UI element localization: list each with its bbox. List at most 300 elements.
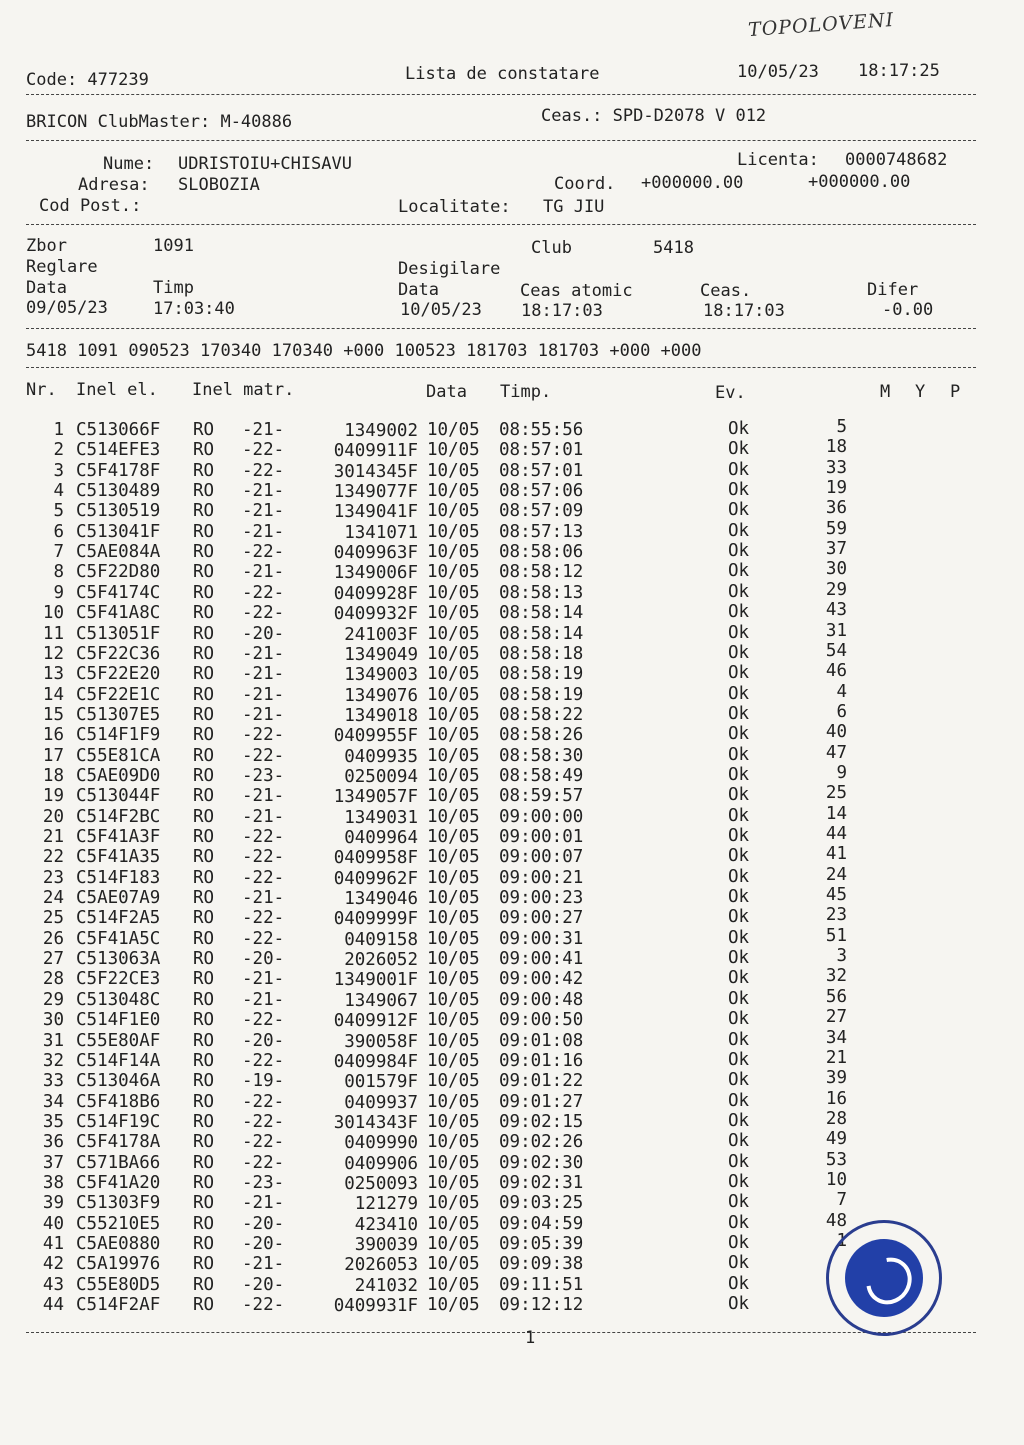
row-c: RO bbox=[193, 1091, 215, 1112]
row-c: RO bbox=[193, 949, 215, 970]
reglare-data: 09/05/23 bbox=[26, 298, 108, 318]
row-d: 10/05 bbox=[427, 562, 480, 583]
row-c: RO bbox=[193, 1213, 215, 1234]
locality-value: TG JIU bbox=[543, 197, 605, 217]
row-y: -20- bbox=[242, 623, 285, 644]
row-ev: Ok bbox=[728, 1049, 750, 1070]
row-y: -23- bbox=[242, 765, 285, 786]
row-c: RO bbox=[193, 1132, 215, 1153]
row-v: 39 bbox=[825, 1068, 847, 1089]
row-ev: Ok bbox=[728, 724, 750, 745]
row-c: RO bbox=[193, 623, 215, 644]
row-t: 09:02:26 bbox=[499, 1132, 584, 1153]
col-y: Y bbox=[915, 382, 926, 402]
row-m: 0409963F bbox=[333, 543, 418, 564]
row-c: RO bbox=[193, 1050, 215, 1071]
row-m: 1349041F bbox=[333, 502, 418, 523]
row-c: RO bbox=[193, 725, 215, 746]
separator bbox=[26, 224, 976, 225]
row-d: 10/05 bbox=[427, 501, 480, 522]
row-c: RO bbox=[193, 1010, 215, 1031]
row-ev: Ok bbox=[728, 1273, 750, 1294]
row-v: 4 bbox=[836, 681, 847, 702]
document-title: Lista de constatare bbox=[405, 64, 600, 84]
row-t: 09:01:08 bbox=[499, 1030, 584, 1051]
stamp-emblem bbox=[845, 1239, 923, 1317]
row-el: C5F22CE3 bbox=[76, 969, 161, 990]
row-c: RO bbox=[193, 1295, 215, 1316]
desigilare-label: Desigilare bbox=[398, 259, 501, 279]
row-m: 0409935 bbox=[344, 746, 418, 767]
row-m: 241032 bbox=[354, 1275, 418, 1296]
row-m: 1349031 bbox=[344, 807, 418, 828]
row-m: 390058F bbox=[344, 1031, 418, 1052]
row-el: C5AE07A9 bbox=[76, 888, 161, 909]
row-v: 5 bbox=[836, 417, 847, 437]
row-nr: 8 bbox=[53, 562, 64, 583]
row-el: C5AE084A bbox=[76, 542, 161, 563]
row-nr: 21 bbox=[42, 827, 64, 847]
row-el: C55E81CA bbox=[76, 745, 161, 766]
row-el: C513041F bbox=[76, 521, 161, 542]
row-nr: 44 bbox=[42, 1295, 64, 1316]
row-d: 10/05 bbox=[427, 1111, 480, 1132]
row-v: 46 bbox=[825, 661, 847, 682]
row-el: C5F4178F bbox=[76, 460, 161, 481]
row-v: 16 bbox=[825, 1088, 847, 1109]
row-d: 10/05 bbox=[427, 643, 480, 664]
row-c: RO bbox=[193, 603, 215, 624]
row-nr: 6 bbox=[53, 521, 64, 542]
row-t: 09:02:15 bbox=[499, 1111, 584, 1132]
row-m: 001579F bbox=[344, 1072, 418, 1093]
row-el: C55210E5 bbox=[76, 1213, 161, 1234]
row-el: C514F2A5 bbox=[76, 908, 161, 929]
row-d: 10/05 bbox=[427, 786, 480, 807]
row-ev: Ok bbox=[728, 480, 750, 501]
row-v: 47 bbox=[825, 742, 847, 763]
row-v: 19 bbox=[825, 478, 847, 499]
row-v: 23 bbox=[825, 905, 847, 926]
row-t: 09:05:39 bbox=[499, 1234, 584, 1254]
separator bbox=[26, 328, 976, 329]
row-nr: 3 bbox=[53, 460, 64, 481]
summary-line: 5418 1091 090523 170340 170340 +000 100523 181703 181703 +000 +000 bbox=[26, 341, 702, 361]
row-y: -21- bbox=[242, 562, 285, 583]
row-y: -22- bbox=[242, 928, 285, 949]
row-m: 0409928F bbox=[333, 583, 418, 604]
pigeon-icon bbox=[857, 1249, 921, 1314]
row-d: 10/05 bbox=[427, 725, 480, 746]
row-t: 09:00:07 bbox=[499, 847, 584, 868]
row-y: -22- bbox=[242, 1010, 285, 1031]
separator bbox=[26, 367, 976, 368]
row-y: -22- bbox=[242, 827, 285, 847]
reglare-timp: 17:03:40 bbox=[153, 299, 235, 319]
row-nr: 17 bbox=[42, 745, 64, 766]
row-el: C5AE0880 bbox=[76, 1234, 161, 1254]
row-t: 08:59:57 bbox=[499, 786, 584, 807]
row-ev: Ok bbox=[728, 500, 750, 521]
row-m: 0409990 bbox=[344, 1133, 418, 1154]
row-t: 08:58:06 bbox=[499, 542, 584, 563]
row-el: C55E80AF bbox=[76, 1030, 161, 1051]
row-c: RO bbox=[193, 969, 215, 990]
row-t: 09:00:27 bbox=[499, 908, 584, 929]
row-d: 10/05 bbox=[427, 1234, 480, 1254]
row-m: 1349006F bbox=[333, 563, 418, 584]
row-d: 10/05 bbox=[427, 542, 480, 563]
zbor-value: 1091 bbox=[153, 236, 194, 256]
row-t: 08:58:19 bbox=[499, 664, 584, 685]
row-m: 2026052 bbox=[344, 950, 418, 971]
row-el: C5A19976 bbox=[76, 1254, 161, 1275]
row-d: 10/05 bbox=[427, 908, 480, 929]
row-nr: 22 bbox=[42, 847, 64, 868]
row-ev: Ok bbox=[728, 866, 750, 887]
row-v: 33 bbox=[825, 457, 847, 478]
row-c: RO bbox=[193, 989, 215, 1010]
row-d: 10/05 bbox=[427, 1295, 480, 1316]
row-m: 1349001F bbox=[333, 970, 418, 991]
row-y: -21- bbox=[242, 989, 285, 1010]
row-ev: Ok bbox=[728, 968, 750, 989]
row-ev: Ok bbox=[728, 1171, 750, 1192]
row-m: 1349067 bbox=[344, 990, 418, 1011]
row-ev: Ok bbox=[728, 988, 750, 1009]
locality-label: Localitate: bbox=[398, 197, 511, 217]
row-d: 10/05 bbox=[427, 582, 480, 603]
row-el: C5F41A3F bbox=[76, 827, 161, 847]
row-nr: 15 bbox=[42, 704, 64, 725]
row-ev: Ok bbox=[728, 1294, 750, 1315]
row-el: C513044F bbox=[76, 786, 161, 807]
row-v: 45 bbox=[825, 885, 847, 906]
row-nr: 5 bbox=[53, 501, 64, 522]
row-nr: 14 bbox=[42, 684, 64, 705]
row-v: 40 bbox=[825, 722, 847, 743]
row-d: 10/05 bbox=[427, 481, 480, 502]
row-ev: Ok bbox=[728, 683, 750, 704]
row-m: 0409911F bbox=[333, 441, 418, 462]
row-ev: Ok bbox=[728, 1192, 750, 1213]
difer-label: Difer bbox=[867, 280, 919, 300]
row-t: 08:58:19 bbox=[499, 684, 584, 705]
row-y: -21- bbox=[242, 806, 285, 827]
row-c: RO bbox=[193, 521, 215, 542]
row-m: 1349077F bbox=[333, 482, 418, 503]
row-d: 10/05 bbox=[427, 989, 480, 1010]
row-ev: Ok bbox=[728, 541, 750, 562]
clock-id: Ceas.: SPD-D2078 V 012 bbox=[541, 106, 767, 126]
col-p: P bbox=[950, 382, 961, 402]
col-timp: Timp. bbox=[500, 382, 552, 402]
row-nr: 2 bbox=[53, 440, 64, 461]
row-m: 0250093 bbox=[344, 1173, 418, 1194]
row-t: 08:58:13 bbox=[499, 582, 584, 603]
row-c: RO bbox=[193, 1152, 215, 1173]
difer-value: -0.00 bbox=[882, 300, 934, 320]
row-v: 25 bbox=[825, 783, 847, 804]
row-c: RO bbox=[193, 1254, 215, 1275]
row-nr: 40 bbox=[42, 1213, 64, 1234]
row-ev: Ok bbox=[728, 459, 750, 480]
row-v: 51 bbox=[825, 925, 847, 946]
row-nr: 10 bbox=[42, 603, 64, 624]
row-t: 09:01:16 bbox=[499, 1050, 584, 1071]
row-m: 1349046 bbox=[344, 889, 418, 910]
row-nr: 29 bbox=[42, 989, 64, 1010]
row-ev: Ok bbox=[728, 663, 750, 684]
row-t: 09:01:27 bbox=[499, 1091, 584, 1112]
row-t: 09:00:00 bbox=[499, 806, 584, 827]
row-t: 09:00:48 bbox=[499, 989, 584, 1010]
row-nr: 35 bbox=[42, 1111, 64, 1132]
row-d: 10/05 bbox=[427, 1050, 480, 1071]
row-y: -20- bbox=[242, 1030, 285, 1051]
row-el: C5F41A35 bbox=[76, 847, 161, 868]
row-d: 10/05 bbox=[427, 1152, 480, 1173]
row-el: C514F1F9 bbox=[76, 725, 161, 746]
row-y: -21- bbox=[242, 501, 285, 522]
row-d: 10/05 bbox=[427, 684, 480, 705]
row-y: -22- bbox=[242, 1111, 285, 1132]
row-el: C5F41A20 bbox=[76, 1172, 161, 1193]
row-nr: 32 bbox=[42, 1050, 64, 1071]
row-c: RO bbox=[193, 765, 215, 786]
row-t: 09:00:23 bbox=[499, 888, 584, 909]
row-ev: Ok bbox=[728, 927, 750, 948]
row-m: 3014345F bbox=[333, 461, 418, 482]
row-c: RO bbox=[193, 562, 215, 583]
row-el: C5130519 bbox=[76, 501, 161, 522]
row-c: RO bbox=[193, 582, 215, 603]
row-nr: 42 bbox=[42, 1254, 64, 1275]
row-ev: Ok bbox=[728, 439, 750, 460]
row-c: RO bbox=[193, 643, 215, 664]
row-el: C5F41A8C bbox=[76, 603, 161, 624]
col-inel-matr: Inel matr. bbox=[192, 380, 295, 400]
system-id: BRICON ClubMaster: M-40886 bbox=[26, 112, 293, 132]
row-y: -21- bbox=[242, 684, 285, 705]
row-m: 241003F bbox=[344, 624, 418, 645]
row-y: -22- bbox=[242, 1050, 285, 1071]
row-y: -22- bbox=[242, 582, 285, 603]
row-y: -20- bbox=[242, 1213, 285, 1234]
row-el: C571BA66 bbox=[76, 1152, 161, 1173]
row-m: 0409158 bbox=[344, 929, 418, 950]
row-el: C51307E5 bbox=[76, 704, 161, 725]
row-el: C5F22E20 bbox=[76, 664, 161, 685]
row-el: C514F2AF bbox=[76, 1295, 161, 1316]
row-y: -22- bbox=[242, 542, 285, 563]
row-t: 09:09:38 bbox=[499, 1254, 584, 1275]
owner-address: SLOBOZIA bbox=[178, 175, 260, 195]
row-y: -21- bbox=[242, 786, 285, 807]
row-v: 36 bbox=[825, 498, 847, 519]
row-v: 28 bbox=[825, 1108, 847, 1129]
row-t: 08:57:06 bbox=[499, 481, 584, 502]
row-v: 24 bbox=[825, 864, 847, 885]
coord-latitude: +000000.00 bbox=[641, 173, 744, 193]
row-v: 27 bbox=[825, 1007, 847, 1028]
page-number: 1 bbox=[525, 1328, 536, 1348]
row-d: 10/05 bbox=[427, 1071, 480, 1092]
row-el: C513063A bbox=[76, 949, 161, 970]
row-nr: 26 bbox=[42, 928, 64, 949]
row-d: 10/05 bbox=[427, 704, 480, 725]
row-m: 0409984F bbox=[333, 1051, 418, 1072]
row-d: 10/05 bbox=[427, 521, 480, 542]
row-v: 43 bbox=[825, 600, 847, 621]
license-label: Licenta: bbox=[737, 150, 819, 170]
row-d: 10/05 bbox=[427, 928, 480, 949]
row-d: 10/05 bbox=[427, 603, 480, 624]
row-c: RO bbox=[193, 806, 215, 827]
row-d: 10/05 bbox=[427, 765, 480, 786]
row-ev: Ok bbox=[728, 419, 750, 439]
row-c: RO bbox=[193, 704, 215, 725]
row-m: 390039 bbox=[354, 1235, 418, 1255]
row-ev: Ok bbox=[728, 703, 750, 724]
row-el: C5F22C36 bbox=[76, 643, 161, 664]
row-ev: Ok bbox=[728, 764, 750, 785]
row-y: -21- bbox=[242, 521, 285, 542]
row-v: 6 bbox=[836, 701, 847, 722]
row-d: 10/05 bbox=[427, 1274, 480, 1295]
row-el: C5F41A5C bbox=[76, 928, 161, 949]
row-nr: 19 bbox=[42, 786, 64, 807]
row-m: 1349003 bbox=[344, 665, 418, 686]
row-t: 09:04:59 bbox=[499, 1213, 584, 1234]
row-d: 10/05 bbox=[427, 420, 480, 440]
row-nr: 23 bbox=[42, 867, 64, 888]
row-d: 10/05 bbox=[427, 1193, 480, 1214]
row-m: 1349049 bbox=[344, 644, 418, 665]
row-d: 10/05 bbox=[427, 745, 480, 766]
row-v: 41 bbox=[825, 844, 847, 865]
row-el: C5F418B6 bbox=[76, 1091, 161, 1112]
row-el: C5F4174C bbox=[76, 582, 161, 603]
col-m: M bbox=[880, 382, 891, 402]
row-t: 08:58:49 bbox=[499, 765, 584, 786]
row-v: 44 bbox=[825, 824, 847, 844]
row-ev: Ok bbox=[728, 744, 750, 765]
row-ev: Ok bbox=[728, 826, 750, 846]
row-v: 30 bbox=[825, 559, 847, 580]
col-data: Data bbox=[426, 382, 467, 402]
row-el: C514F1E0 bbox=[76, 1010, 161, 1031]
row-d: 10/05 bbox=[427, 969, 480, 990]
row-nr: 25 bbox=[42, 908, 64, 929]
row-nr: 28 bbox=[42, 969, 64, 990]
row-c: RO bbox=[193, 908, 215, 929]
row-c: RO bbox=[193, 420, 215, 440]
row-ev: Ok bbox=[728, 561, 750, 582]
row-c: RO bbox=[193, 786, 215, 807]
row-ev: Ok bbox=[728, 1151, 750, 1172]
license-number: 0000748682 bbox=[845, 150, 948, 170]
row-nr: 31 bbox=[42, 1030, 64, 1051]
row-y: -22- bbox=[242, 1295, 285, 1316]
reglare-timp-label: Timp bbox=[153, 278, 194, 298]
row-c: RO bbox=[193, 501, 215, 522]
row-d: 10/05 bbox=[427, 867, 480, 888]
row-nr: 18 bbox=[42, 765, 64, 786]
row-c: RO bbox=[193, 481, 215, 502]
row-v: 48 bbox=[825, 1210, 847, 1231]
row-m: 0409955F bbox=[333, 726, 418, 747]
row-t: 09:12:12 bbox=[499, 1295, 584, 1316]
row-d: 10/05 bbox=[427, 1213, 480, 1234]
row-y: -21- bbox=[242, 1254, 285, 1275]
row-m: 0409958F bbox=[333, 848, 418, 869]
row-t: 08:55:56 bbox=[499, 420, 584, 440]
header-time: 18:17:25 bbox=[858, 61, 940, 81]
row-y: -21- bbox=[242, 643, 285, 664]
row-el: C5AE09D0 bbox=[76, 765, 161, 786]
row-ev: Ok bbox=[728, 602, 750, 623]
row-v: 34 bbox=[825, 1027, 847, 1048]
row-nr: 20 bbox=[42, 806, 64, 827]
row-ev: Ok bbox=[728, 1253, 750, 1274]
row-y: -21- bbox=[242, 969, 285, 990]
row-t: 09:00:50 bbox=[499, 1010, 584, 1031]
row-el: C5F22D80 bbox=[76, 562, 161, 583]
row-el: C513046A bbox=[76, 1071, 161, 1092]
row-ev: Ok bbox=[728, 907, 750, 928]
desig-data-label: Data bbox=[398, 280, 439, 300]
row-y: -21- bbox=[242, 420, 285, 440]
row-nr: 24 bbox=[42, 888, 64, 909]
row-c: RO bbox=[193, 847, 215, 868]
row-y: -22- bbox=[242, 847, 285, 868]
row-t: 08:57:01 bbox=[499, 460, 584, 481]
row-ev: Ok bbox=[728, 642, 750, 663]
row-y: -20- bbox=[242, 1274, 285, 1295]
row-d: 10/05 bbox=[427, 827, 480, 847]
code-label: Code: 477239 bbox=[26, 70, 149, 90]
row-nr: 39 bbox=[42, 1193, 64, 1214]
row-v: 49 bbox=[825, 1129, 847, 1150]
row-c: RO bbox=[193, 1030, 215, 1051]
row-ev: Ok bbox=[728, 622, 750, 643]
row-c: RO bbox=[193, 664, 215, 685]
row-ev: Ok bbox=[728, 581, 750, 602]
reglare-label: Reglare bbox=[26, 257, 98, 277]
row-m: 121279 bbox=[354, 1194, 418, 1215]
row-d: 10/05 bbox=[427, 1172, 480, 1193]
row-nr: 41 bbox=[42, 1234, 64, 1254]
row-c: RO bbox=[193, 867, 215, 888]
row-m: 1341071 bbox=[344, 522, 418, 543]
row-nr: 34 bbox=[42, 1091, 64, 1112]
row-t: 09:00:21 bbox=[499, 867, 584, 888]
row-d: 10/05 bbox=[427, 888, 480, 909]
row-t: 08:57:13 bbox=[499, 521, 584, 542]
club-value: 5418 bbox=[653, 238, 694, 258]
desig-ceas: 18:17:03 bbox=[703, 301, 785, 321]
row-t: 08:57:01 bbox=[499, 440, 584, 461]
separator bbox=[26, 94, 976, 95]
row-d: 10/05 bbox=[427, 1132, 480, 1153]
club-label: Club bbox=[531, 238, 572, 258]
row-el: C513066F bbox=[76, 420, 161, 440]
row-t: 08:58:14 bbox=[499, 623, 584, 644]
row-ev: Ok bbox=[728, 1233, 750, 1253]
row-t: 08:57:09 bbox=[499, 501, 584, 522]
row-m: 423410 bbox=[354, 1214, 418, 1235]
